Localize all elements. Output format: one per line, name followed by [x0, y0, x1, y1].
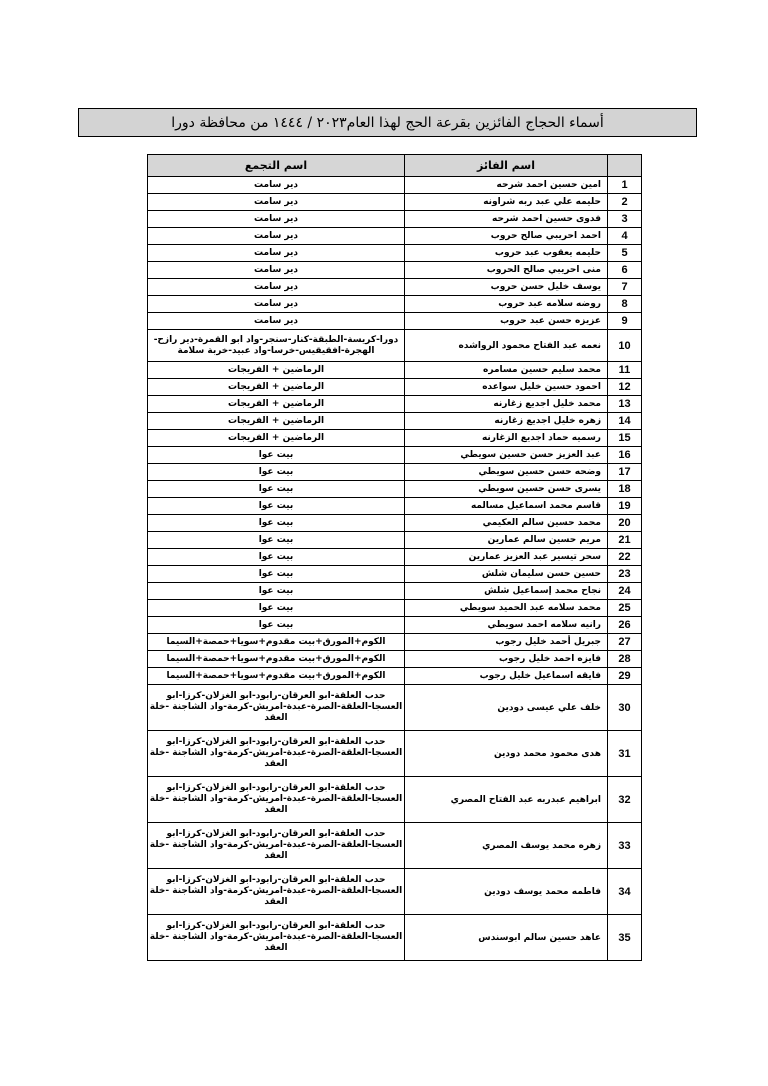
- winner-name: عبد العزيز حسن حسين سويطي: [405, 447, 608, 464]
- header-number: [608, 155, 642, 177]
- gathering-name: الرماضين + الفريجات: [148, 362, 405, 379]
- table-row: [148, 296, 642, 313]
- table-row: [148, 413, 642, 430]
- table-row: [148, 915, 642, 961]
- winner-name: يوسف خليل حسن حروب: [405, 279, 608, 296]
- table-row: [148, 481, 642, 498]
- winner-name: رانيه سلامه احمد سويطي: [405, 617, 608, 634]
- row-number: 30: [608, 685, 642, 731]
- gathering-name: بيت عوا: [148, 447, 405, 464]
- winner-name: احمد احريبي صالح حروب: [405, 228, 608, 245]
- row-number: 15: [608, 430, 642, 447]
- table-row: [148, 245, 642, 262]
- winner-name: زهره محمد يوسف المصري: [405, 823, 608, 869]
- table-row: [148, 498, 642, 515]
- gathering-name: دورا-كريسة-الطبقة-كنار-سنجر-واد ابو القمرة-دير رازح-الهجرة-افقيقيس-خرسا-واد عبيد-خربة سلامة: [148, 330, 405, 362]
- row-number: 12: [608, 379, 642, 396]
- row-number: 20: [608, 515, 642, 532]
- gathering-name: بيت عوا: [148, 549, 405, 566]
- row-number: 32: [608, 777, 642, 823]
- gathering-name: بيت عوا: [148, 583, 405, 600]
- table-row: [148, 279, 642, 296]
- winner-name: محمد حسين سالم العكيمي: [405, 515, 608, 532]
- table-row: [148, 177, 642, 194]
- table-row: [148, 617, 642, 634]
- winner-name: يسرى حسن حسين سويطي: [405, 481, 608, 498]
- gathering-name: دير سامت: [148, 228, 405, 245]
- winner-name: نعمه عبد الفتاح محمود الرواشده: [405, 330, 608, 362]
- gathering-name: دير سامت: [148, 211, 405, 228]
- gathering-name: دير سامت: [148, 313, 405, 330]
- row-number: 18: [608, 481, 642, 498]
- row-number: 14: [608, 413, 642, 430]
- row-number: 35: [608, 915, 642, 961]
- winner-name: حسين حسن سليمان شلش: [405, 566, 608, 583]
- winner-name: وضحه حسن حسين سويطي: [405, 464, 608, 481]
- table-row: [148, 362, 642, 379]
- winner-name: فاطمه محمد يوسف دودين: [405, 869, 608, 915]
- page-title: أسماء الحجاج الفائزين بقرعة الحج لهذا العام٢٠٢٣ / ١٤٤٤ من محافظة دورا: [78, 108, 697, 137]
- row-number: 29: [608, 668, 642, 685]
- winner-name: مريم حسين سالم عمارين: [405, 532, 608, 549]
- row-number: 27: [608, 634, 642, 651]
- gathering-name: حدب العلقة-ابو العرقان-رابود-ابو الغزلان-كرزا-ابو العسجا-العلقة-الصرة-عبدة-امريش-كرمة-واد الشاجنة -خلة العقد: [148, 823, 405, 869]
- winner-name: محمد سليم حسين مسامره: [405, 362, 608, 379]
- gathering-name: حدب العلقة-ابو العرقان-رابود-ابو الغزلان-كرزا-ابو العسجا-العلقة-الصرة-عبدة-امريش-كرمة-واد الشاجنة -خلة العقد: [148, 731, 405, 777]
- row-number: 1: [608, 177, 642, 194]
- winner-name: فايزه احمد خليل رجوب: [405, 651, 608, 668]
- gathering-name: الكوم+المورق+بيت مقدوم+سويا+حمصة+السيما: [148, 668, 405, 685]
- winner-name: جبريل أحمد خليل رجوب: [405, 634, 608, 651]
- header-gathering-name: اسم التجمع: [148, 155, 405, 177]
- gathering-name: بيت عوا: [148, 481, 405, 498]
- winner-name: حليمه علي عبد ربه شراونه: [405, 194, 608, 211]
- winner-name: هدى محمود محمد دودين: [405, 731, 608, 777]
- row-number: 25: [608, 600, 642, 617]
- row-number: 24: [608, 583, 642, 600]
- gathering-name: دير سامت: [148, 177, 405, 194]
- gathering-name: بيت عوا: [148, 617, 405, 634]
- gathering-name: حدب العلقة-ابو العرقان-رابود-ابو الغزلان-كرزا-ابو العسجا-العلقة-الصرة-عبدة-امريش-كرمة-واد الشاجنة -خلة العقد: [148, 685, 405, 731]
- gathering-name: حدب العلقة-ابو العرقان-رابود-ابو الغزلان-كرزا-ابو العسجا-العلقة-الصرة-عبدة-امريش-كرمة-واد الشاجنة -خلة العقد: [148, 915, 405, 961]
- table-row: [148, 532, 642, 549]
- winner-name: سحر تيسير عبد العزيز عمارين: [405, 549, 608, 566]
- table-row: [148, 396, 642, 413]
- table-row: [148, 600, 642, 617]
- row-number: 3: [608, 211, 642, 228]
- row-number: 13: [608, 396, 642, 413]
- gathering-name: دير سامت: [148, 262, 405, 279]
- winners-table: [147, 154, 642, 961]
- table-row: [148, 262, 642, 279]
- table-row: [148, 685, 642, 731]
- gathering-name: الرماضين + الفريجات: [148, 430, 405, 447]
- row-number: 21: [608, 532, 642, 549]
- table-row: [148, 447, 642, 464]
- winner-name: زهره خليل اجديع زغارنه: [405, 413, 608, 430]
- winner-name: روضه سلامه عبد حروب: [405, 296, 608, 313]
- row-number: 8: [608, 296, 642, 313]
- table-row: [148, 379, 642, 396]
- table-row: [148, 823, 642, 869]
- winner-name: امين حسين احمد شرحه: [405, 177, 608, 194]
- table-row: [148, 634, 642, 651]
- table-row: [148, 430, 642, 447]
- row-number: 5: [608, 245, 642, 262]
- gathering-name: الكوم+المورق+بيت مقدوم+سويا+حمصة+السيما: [148, 651, 405, 668]
- winner-name: حليمه يعقوب عبد حروب: [405, 245, 608, 262]
- table-row: [148, 194, 642, 211]
- table-row: [148, 330, 642, 362]
- row-number: 2: [608, 194, 642, 211]
- winner-name: فايقه اسماعيل خليل رجوب: [405, 668, 608, 685]
- gathering-name: دير سامت: [148, 296, 405, 313]
- row-number: 28: [608, 651, 642, 668]
- row-number: 23: [608, 566, 642, 583]
- winner-name: ابراهيم عبدربه عبد الفتاح المصري: [405, 777, 608, 823]
- gathering-name: بيت عوا: [148, 464, 405, 481]
- row-number: 11: [608, 362, 642, 379]
- row-number: 7: [608, 279, 642, 296]
- winner-name: احمود حسين خليل سواعده: [405, 379, 608, 396]
- gathering-name: بيت عوا: [148, 600, 405, 617]
- gathering-name: الكوم+المورق+بيت مقدوم+سويا+حمصة+السيما: [148, 634, 405, 651]
- gathering-name: بيت عوا: [148, 515, 405, 532]
- table-row: [148, 566, 642, 583]
- row-number: 10: [608, 330, 642, 362]
- row-number: 19: [608, 498, 642, 515]
- winner-name: محمد سلامه عبد الحميد سويطي: [405, 600, 608, 617]
- row-number: 33: [608, 823, 642, 869]
- table-row: [148, 313, 642, 330]
- gathering-name: بيت عوا: [148, 566, 405, 583]
- gathering-name: حدب العلقة-ابو العرقان-رابود-ابو الغزلان-كرزا-ابو العسجا-العلقة-الصرة-عبدة-امريش-كرمة-واد الشاجنة -خلة العقد: [148, 869, 405, 915]
- gathering-name: دير سامت: [148, 194, 405, 211]
- row-number: 34: [608, 869, 642, 915]
- row-number: 31: [608, 731, 642, 777]
- gathering-name: بيت عوا: [148, 498, 405, 515]
- table-row: [148, 549, 642, 566]
- row-number: 9: [608, 313, 642, 330]
- row-number: 17: [608, 464, 642, 481]
- gathering-name: الرماضين + الفريجات: [148, 379, 405, 396]
- header-winner-name: اسم الفائز: [405, 155, 608, 177]
- table-row: [148, 228, 642, 245]
- winner-name: محمد خليل اجديع زغارنه: [405, 396, 608, 413]
- winner-name: رسميه حماد اجديع الزغارنه: [405, 430, 608, 447]
- winner-name: نجاح محمد إسماعيل شلش: [405, 583, 608, 600]
- table-row: [148, 464, 642, 481]
- winner-name: فدوى حسين احمد شرحه: [405, 211, 608, 228]
- winner-name: قاسم محمد اسماعيل مسالمه: [405, 498, 608, 515]
- winner-name: منى احريبي صالح الحروب: [405, 262, 608, 279]
- gathering-name: الرماضين + الفريجات: [148, 396, 405, 413]
- table-row: [148, 731, 642, 777]
- gathering-name: بيت عوا: [148, 532, 405, 549]
- winner-name: عاهد حسين سالم ابوسندس: [405, 915, 608, 961]
- gathering-name: الرماضين + الفريجات: [148, 413, 405, 430]
- gathering-name: دير سامت: [148, 245, 405, 262]
- table-header-row: [148, 155, 642, 177]
- table-row: [148, 777, 642, 823]
- table-row: [148, 668, 642, 685]
- gathering-name: دير سامت: [148, 279, 405, 296]
- row-number: 6: [608, 262, 642, 279]
- winner-name: خلف علي عيسى دودين: [405, 685, 608, 731]
- winner-name: عزيزه حسن عبد حروب: [405, 313, 608, 330]
- row-number: 22: [608, 549, 642, 566]
- table-row: [148, 211, 642, 228]
- row-number: 4: [608, 228, 642, 245]
- row-number: 26: [608, 617, 642, 634]
- table-row: [148, 515, 642, 532]
- row-number: 16: [608, 447, 642, 464]
- table-row: [148, 651, 642, 668]
- table-row: [148, 869, 642, 915]
- table-row: [148, 583, 642, 600]
- gathering-name: حدب العلقة-ابو العرقان-رابود-ابو الغزلان-كرزا-ابو العسجا-العلقة-الصرة-عبدة-امريش-كرمة-واد الشاجنة -خلة العقد: [148, 777, 405, 823]
